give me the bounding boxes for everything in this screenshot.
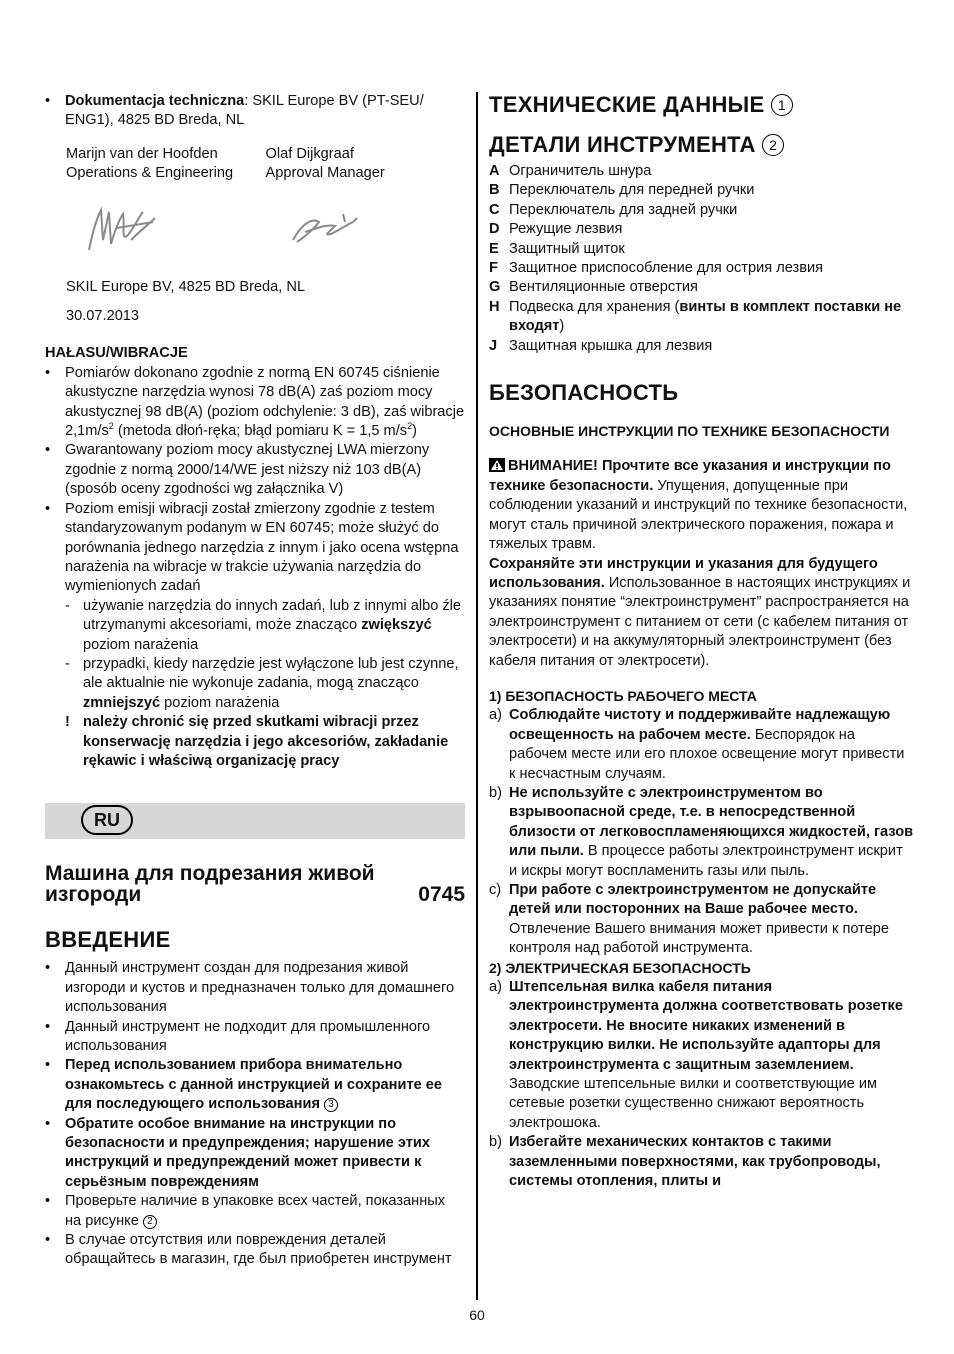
doc-list <box>45 92 465 131</box>
right-column <box>489 92 914 1192</box>
part-item: H Подвеска для хранения (винты в комплект поставки не входят) <box>489 298 902 335</box>
part-item: E Защитный щиток <box>489 240 625 257</box>
signer-name: Olaf Dijkgraaf <box>265 145 354 162</box>
list-item: • Pomiarów dokonano zgodnie z normą EN 60745 ciśnienie akustyczne narzędzia wynosi 78 dB(A) zaś poziom mocy akustycznej 98 dB(A) (poziom odchylenie: 3 dB), zaś wibracje $2,1m/s^2$ (metoda dłoń-ręka; błąd pomiaru K = 1,5 $m/s^2$) <box>45 364 465 442</box>
parts-list <box>489 162 914 298</box>
part-item: D Режущие лезвия <box>489 221 623 238</box>
left-column <box>45 92 465 1270</box>
part-item: C Переключатель для задней ручки <box>489 201 738 218</box>
noise-heading: HAŁASU/WIBRACJE <box>45 345 188 362</box>
list-item: c) При работе с электроинструментом не допускайте детей или посторонних на Ваше рабочее место. Отвлечение Вашего внимания может привести к потере контроля над работой инструмента. <box>489 882 890 957</box>
keep-paragraph: Сохраняйте эти инструкции и указания для будущего использования. Использованное в настоящих инструкциях и указаниях понятие “электроинструмент” распространяется на электроинструмент с питанием от сети (с кабелем питания от электросети) и на аккумуляторный электроинструмент (без кабеля питания от электросети). <box>489 555 911 669</box>
circled-number-icon: 1 <box>771 94 793 116</box>
intro-list <box>45 959 465 1270</box>
signers <box>45 145 465 184</box>
list-item: • Poziom emisji wibracji został zmierzony zgodnie z testem standaryzowanym podanym w EN 60745; może służyć do porównania jednego narzędzia z innym i jako ocena wstępna narażenia na wibracje w trakcie używania narzędzia do wymienionych zadań <box>45 500 465 597</box>
list-item: • Обратите особое внимание на инструкции по безопасности и предупреждения; нарушение этих инструкций и предупреждений может привести к серьёзным повреждениям <box>45 1115 465 1193</box>
signature-image <box>283 200 403 260</box>
column-divider <box>476 92 478 1300</box>
general-safety-heading: ОСНОВНЫЕ ИНСТРУКЦИИ ПО ТЕХНИКЕ БЕЗОПАСНОСТИ <box>489 423 890 440</box>
warning-item: ! należy chronić się przed skutkami wibracji przez konserwację narzędzia i jego akcesoriów, zakładanie rękawic i właściwą organizację pracy <box>45 713 465 771</box>
signer-2 <box>266 145 466 184</box>
list-item: • Dokumentacja techniczna: SKIL Europe BV (PT-SEU/ ENG1), 4825 BD Breda, NL <box>45 92 465 131</box>
dash-item: - używanie narzędzia do innych zadań, lub z innymi albo źle utrzymanymi akcesoriami, może znacząco zwiększyć poziom narażenia <box>45 597 465 655</box>
list-item: • Проверьте наличие в упаковке всех частей, показанных на рисунке 2 <box>45 1192 465 1231</box>
language-badge: RU <box>81 805 133 835</box>
parts-heading: ДЕТАЛИ ИНСТРУМЕНТА 2 <box>489 132 914 158</box>
signatures <box>45 200 465 266</box>
electric-heading: 2) ЭЛЕКТРИЧЕСКАЯ БЕЗОПАСНОСТЬ <box>489 959 751 976</box>
company-address: SKIL Europe BV, 4825 BD Breda, NL <box>66 278 306 295</box>
list-item: • Данный инструмент не подходит для промышленного использования <box>45 1018 465 1057</box>
language-bar <box>45 803 465 839</box>
list-item: • Данный инструмент создан для подрезания живой изгороди и кустов и предназначен только для домашнего использования <box>45 959 465 1017</box>
warning-triangle-icon <box>489 458 505 472</box>
noise-list <box>45 364 465 597</box>
signer-1 <box>66 145 266 184</box>
signer-role: Approval Manager <box>265 165 385 182</box>
part-item: A Ограничитель шнура <box>489 163 652 179</box>
safety-heading: БЕЗОПАСНОСТЬ <box>489 380 679 406</box>
circled-number-icon: 2 <box>762 134 784 156</box>
date: 30.07.2013 <box>66 308 140 325</box>
signature-image <box>83 200 283 260</box>
work-area-heading: 1) БЕЗОПАСНОСТЬ РАБОЧЕГО МЕСТА <box>489 687 757 704</box>
list-item: b) Избегайте механических контактов с такими заземленными поверхностями, как трубопроводы, системы отопления, плиты и <box>489 1134 881 1190</box>
list-item: b) Не используйте с электроинструментом во взрывоопасной среде, т.е. в непосредственной близости от легковоспламеняющихся жидкостей, газов или пыли. В процессе работы электроинструмент искрит и искры могут воспламенить газы или пыль. <box>489 784 914 879</box>
intro-heading: ВВЕДЕНИЕ <box>45 927 171 953</box>
part-item: G Вентиляционные отверстия <box>489 279 698 296</box>
signer-name: Marijn van der Hoofden <box>66 145 218 162</box>
page-number: 60 <box>469 1307 485 1323</box>
tech-heading: ТЕХНИЧЕСКИЕ ДАННЫЕ 1 <box>489 92 914 118</box>
part-item: J Защитная крышка для лезвия <box>489 337 713 354</box>
warning-paragraph: ВНИМАНИЕ! Прочтите все указания и инструкции по технике безопасности. Упущения, допущенные при соблюдении указаний и инструкций по технике безопасности, могут сталь причиной электрического поражения, пожара и тяжелых травм. <box>489 458 908 553</box>
list-item: • Перед использованием прибора внимательно ознакомьтесь с данной инструкцией и сохраните ее для последующего использования 3 <box>45 1056 465 1114</box>
product-model: 0745 <box>418 883 465 907</box>
circled-number-icon: 2 <box>143 1215 157 1229</box>
part-item: F Защитное приспособление для острия лезвия <box>489 260 824 277</box>
list-item: a) Штепсельная вилка кабеля питания электроинструмента должна соответствовать розетке электросети. Не вносите никаких изменений в конструкцию вилки. Не используйте адапторы для электроинструмента с защитным заземлением. Заводские штепсельные вилки и соответствующие им сетевые розетки существенно снижают вероятность электрошока. <box>489 979 903 1131</box>
circled-number-icon: 3 <box>324 1098 338 1112</box>
part-item: B Переключатель для передней ручки <box>489 182 755 199</box>
signer-role: Operations & Engineering <box>66 165 234 182</box>
product-title: Машина для подрезания живой изгороди 0745 <box>45 862 465 907</box>
list-item: • В случае отсутствия или повреждения деталей обращайтесь в магазин, где был приобретен инструмент <box>45 1231 465 1270</box>
list-item: • Gwarantowany poziom mocy akustycznej LWA mierzony zgodnie z normą 2000/14/WE jest niższy niż 103 dB(A) (sposób oceny zgodności wg załącznika V) <box>45 441 465 499</box>
list-item: a) Соблюдайте чистоту и поддерживайте надлежащую освещенность на рабочем месте. Беспорядок на рабочем месте или его плохое освещение могут привести к несчастным случаям. <box>489 707 905 782</box>
dash-item: - przypadki, kiedy narzędzie jest wyłączone lub jest czynne, ale aktualnie nie wykonuje zadania, mogą znacząco zmniejszyć poziom narażenia <box>45 655 465 713</box>
